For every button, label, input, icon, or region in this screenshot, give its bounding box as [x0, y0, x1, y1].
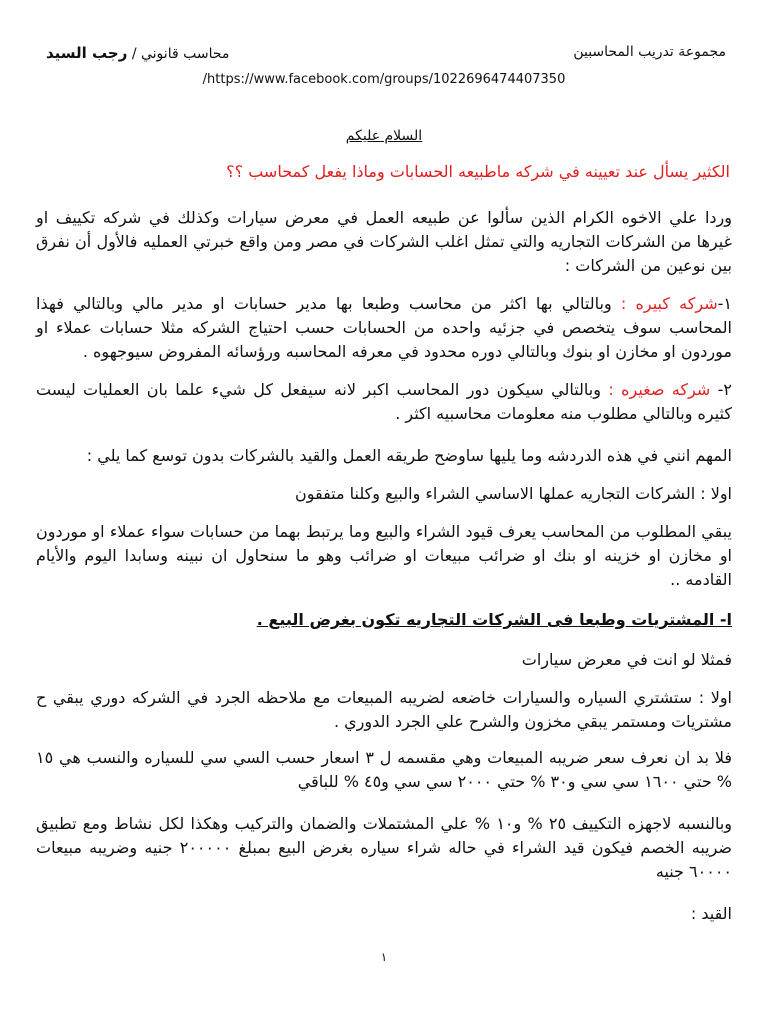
- small-company-text: وبالتالي سيكون دور المحاسب اكبر لانه سيفعل كل شيء علما بان العمليات ليست كثيره وبالتالي مطلوب منه معلومات محاسبيه اكثر .: [36, 380, 732, 423]
- facebook-group-link[interactable]: /https://www.facebook.com/groups/1022696474407350: [202, 72, 566, 87]
- required-paragraph: يبقي المطلوب من المحاسب يعرف قيود الشراء والبيع وما يرتبط بهما من حسابات سواء عملاء او موردون او مخازن او خزينه او بنك او ضرائب مبيعات او ضرائب وهو ما سنحاول ان نبينه وسابدا اليوم والأيام القادمه ..: [36, 522, 732, 589]
- page-number: ١: [380, 950, 388, 964]
- question-heading: الكثير يسأل عند تعيينه في شركه ماطبيعه الحسابات وماذا يفعل كمحاسب ؟؟: [226, 162, 730, 181]
- purchases-heading: ا- المشتريات وطبعا فى الشركات التجاريه تكون بغرض البيع .: [256, 610, 732, 629]
- cars-paragraph: اولا : ستشتري السياره والسيارات خاضعه لضريبه المبيعات مع ملاحظه الجرد في الشركه دوري يبقي ح مشتريات ومستمر يبقي مخزون والشرح علي الجرد الدوري .: [36, 688, 732, 731]
- big-company-paragraph: [36, 292, 732, 364]
- author-title: محاسب قانوني /: [131, 46, 230, 62]
- small-company-number: ٢-: [710, 380, 733, 399]
- example-line: فمثلا لو انت في معرض سيارات: [521, 650, 732, 669]
- important-paragraph: المهم انني في هذه الدردشه وما يليها ساوضح طريقه العمل والقيد بالشركات بدون توسع كما يلي :: [86, 446, 732, 465]
- intro-paragraph: وردا علي الاخوه الكرام الذين سألوا عن طبيعه العمل في معرض سيارات وكذلك في شركه تكييف او غيرها من الشركات التجاريه والتي تمثل اغلب الشركات في مصر ومن واقع خبرتي العمليه فالأول أن نفرق بين نوعين من الشركات :: [36, 208, 732, 275]
- tax-rates-paragraph: فلا بد ان نعرف سعر ضريبه المبيعات وهي مقسمه ل ٣ اسعار حسب السي سي للسياره والنسب هي ١٥ % حتي ١٦٠٠ سي سي و٣٠ % حتي ٢٠٠٠ سي سي و٤٥ % للباقي: [36, 748, 733, 791]
- ac-rates-paragraph: وبالنسبه لاجهزه التكييف ٢٥ % و١٠ % علي المشتملات والضمان والتركيب وهكذا لكل نشاط ومع تطبيق ضريبه الخصم فيكون قيد الشراء في حاله شراء سياره بغرض البيع بمبلغ ٢٠٠٠٠٠ جنيه وضريبه مبيعات ٦٠٠٠٠ جنيه: [36, 814, 733, 881]
- group-name: مجموعة تدريب المحاسبين: [573, 44, 726, 60]
- big-company-number: ١-: [717, 294, 732, 313]
- entry-label: القيد :: [690, 904, 732, 923]
- small-company-label: شركه صغيره :: [608, 380, 711, 399]
- author-line: [46, 44, 229, 62]
- greeting: السلام عليكم: [345, 128, 423, 144]
- small-company-paragraph: [36, 378, 732, 426]
- big-company-label: شركه كبيره :: [620, 294, 718, 313]
- author-name: رجب السيد: [46, 44, 128, 62]
- big-company-text: وبالتالي بها اكثر من محاسب وطبعا بها مدير حسابات او مدير مالي وبالتالي فهذا المحاسب سوف يتخصص في جزئيه واحده من الحسابات حسب احتياج الشركه مثلا حسابات عملاء او موردون او مخازن او بنوك وبالتالي دوره محدود في معرفه المحاسبه ورؤسائه المفروض سيوجهوه .: [36, 294, 732, 361]
- first-point: اولا : الشركات التجاريه عملها الاساسي الشراء والبيع وكلنا متفقون: [294, 484, 732, 503]
